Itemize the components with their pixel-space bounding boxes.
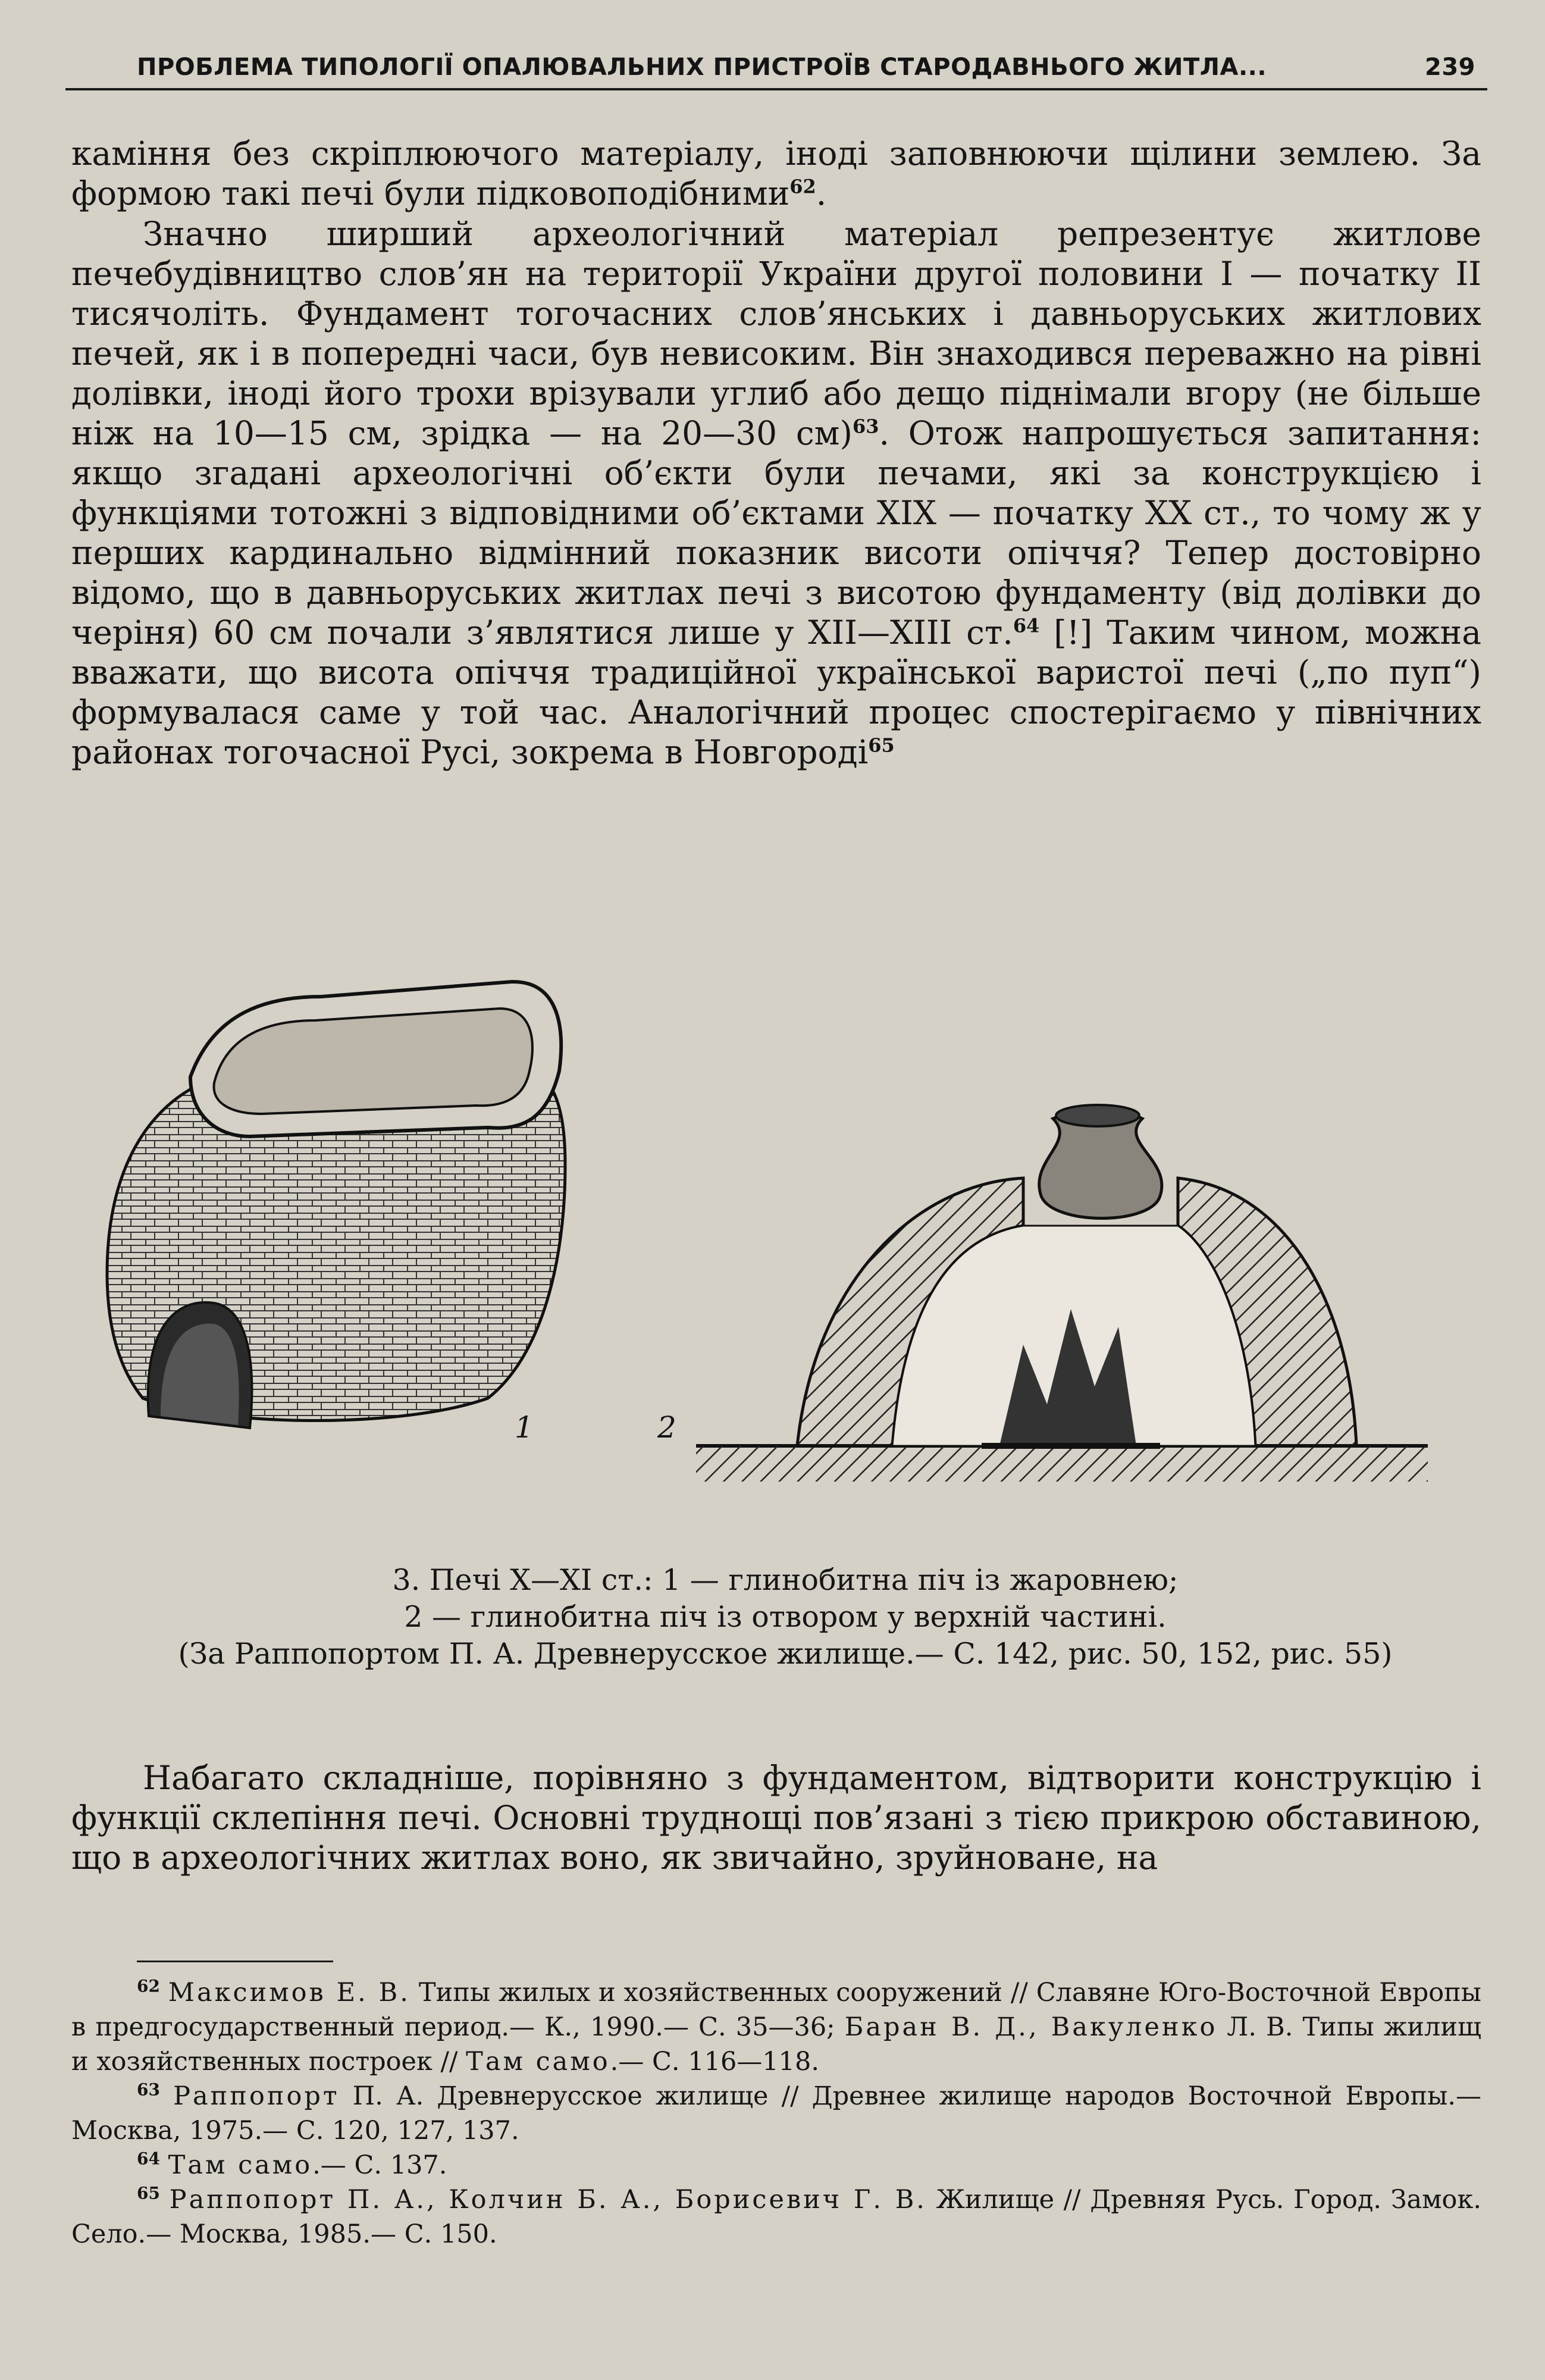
paragraph-2-part3: [!] Таким чином, можна вважати, що висота опіччя традиційної української варистої печі („по пуп“) формувалася саме у той час. Аналогічний процес спостерігаємо у північних районах тогочасної Русі, зокрема в Новгороді — [71, 613, 1481, 771]
footnote-author: Максимов Е. В. — [168, 1978, 410, 2008]
footnote-number: 62 — [137, 1976, 160, 1996]
paragraph-1-text: каміння без скріплюючого матеріалу, іноді заповнюючи щілини землею. За формою такі печі були підковоподібними — [71, 134, 1481, 212]
footnotes — [71, 1975, 1481, 2251]
figure-label-2: 2 — [657, 1410, 676, 1445]
footnote-text: Типы жилых и хозяйственных сооружений // Славяне Юго-Восточной Европы в предгосударственный период.— К., 1990.— С. 35—36; — [71, 1978, 1481, 2042]
footnote-62 — [71, 1975, 1481, 2079]
header-rule — [65, 88, 1487, 90]
paragraph-2-part1: Значно ширший археологічний матеріал репрезентує житлове печебудівництво слов’ян на території України другої половини I — початку II тисячоліть. Фундамент тогочасних слов’янських і давньоруських житлових печей, як і в попередні часи, був невисоким. Він знаходився переважно на рівні долівки, іноді його трохи врізували углиб або дещо піднімали вгору (не більше ніж на 10—15 см, зрідка — на 20—30 см) — [71, 215, 1481, 452]
oven-1-drawing — [107, 982, 565, 1428]
footnote-text: .— С. 137. — [312, 2150, 447, 2180]
paragraph-1-end: . — [816, 174, 827, 212]
footnote-author: Раппопорт — [173, 2081, 340, 2111]
running-head-title: ПРОБЛЕМА ТИПОЛОГІЇ ОПАЛЮВАЛЬНИХ ПРИСТРОЇВ СТАРОДАВНЬОГО ЖИТЛА... — [137, 54, 1267, 81]
oven-illustration — [71, 892, 1481, 1488]
footnote-ref-65[interactable]: 65 — [868, 734, 895, 757]
caption-line-1: 3. Печі X—XI ст.: 1 — глинобитна піч із жаровнею; — [392, 1563, 1179, 1597]
footnote-rule — [137, 1961, 333, 1962]
running-head — [113, 48, 1475, 89]
footnote-number: 64 — [137, 2149, 160, 2169]
footnote-text: П. А. Древнерусское жилище // Древнее жилище народов Восточной Европы.— Москва, 1975.— С. 120, 127, 137. — [71, 2081, 1482, 2146]
footnote-ref-62[interactable]: 62 — [789, 175, 816, 198]
footnote-text: Л. В. Типы жилищ и хозяйственных построек // — [71, 2012, 1481, 2077]
footnote-text: .— С. 116—118. — [610, 2047, 820, 2077]
paragraph-2 — [71, 214, 1481, 772]
paragraph-1 — [71, 134, 1481, 214]
oven-2-drawing — [696, 1105, 1428, 1482]
footnote-63 — [71, 2079, 1481, 2148]
figure-label-1: 1 — [515, 1410, 534, 1445]
footnote-ref-63[interactable]: 63 — [852, 415, 879, 438]
footnote-64 — [71, 2148, 1481, 2182]
footnote-author: Там само — [466, 2047, 610, 2077]
caption-line-3: (За Раппопортом П. А. Древнерусское жилище.— С. 142, рис. 50, 152, рис. 55) — [178, 1637, 1393, 1671]
footnote-author: Баран В. Д., Вакуленко — [844, 2012, 1218, 2042]
figure-caption — [89, 1562, 1481, 1673]
paragraph-3: Набагато складніше, порівняно з фундаментом, відтворити конструкцію і функції склепіння печі. Основні труднощі пов’язані з тією прикрою обставиною, що в археологічних житлах воно, як звичайно, зруйноване, на — [71, 1759, 1481, 1877]
footnote-number: 65 — [137, 2183, 160, 2203]
footnote-text: Жилище // Древняя Русь. Город. Замок. Село.— Москва, 1985.— С. 150. — [71, 2185, 1481, 2249]
footnote-author: Там само — [168, 2150, 313, 2180]
figure-ovens — [71, 892, 1481, 1488]
footnote-number: 63 — [137, 2080, 160, 2100]
footnote-65 — [71, 2182, 1481, 2251]
paragraph-2-part2: . Отож напрошується запитання: якщо згадані археологічні об’єкти були печами, які за конструкцією і функціями тотожні з відповідними об’єктами XIX — початку XX ст., то чому ж у перших кардинально відмінний показник висоти опіччя? Тепер достовірно відомо, що в давньоруських житлах печі з висотою фундаменту (від долівки до черіня) 60 см почали з’являтися лише у XII—XIII ст. — [71, 414, 1482, 652]
page-number: 239 — [1425, 54, 1475, 81]
caption-line-2: 2 — глинобитна піч із отвором у верхній частині. — [404, 1600, 1167, 1634]
footnote-author: Раппопорт П. А., Колчин Б. А., Борисевич Г. В. — [169, 2185, 927, 2215]
footnote-ref-64[interactable]: 64 — [1013, 614, 1040, 637]
